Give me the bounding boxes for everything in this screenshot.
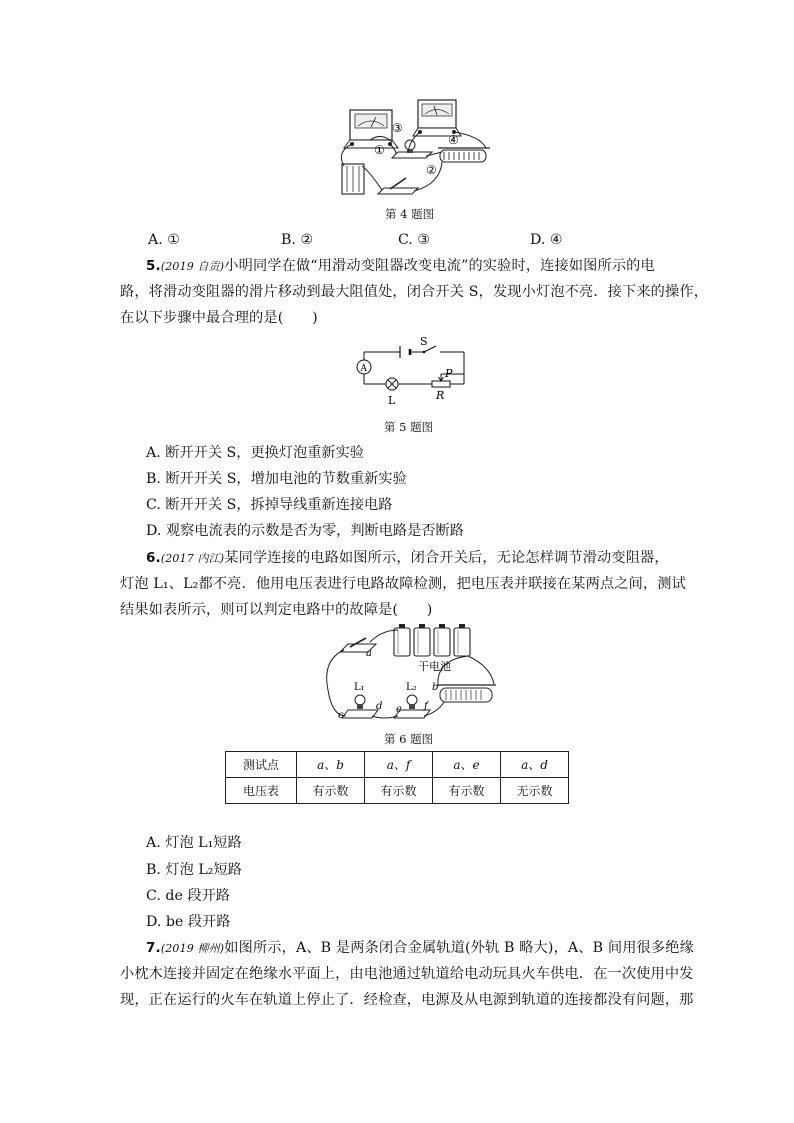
- q6-label-c: c: [338, 710, 344, 721]
- q6-source: (2017 内江): [160, 552, 225, 565]
- table-cell: 无示数: [501, 778, 569, 804]
- q5-stem-line-3: 在以下步骤中最合理的是( ): [120, 310, 318, 326]
- q7-stem-line-1: 7.(2019 柳州)如图所示，A、B 是两条闭合金属轨道(外轨 B 略大)，A、B 间用很多绝缘: [146, 940, 694, 956]
- q6-label-f: f: [424, 701, 428, 712]
- q5-option-d: D. 观察电流表的示数是否为零，判断电路是否断路: [146, 523, 464, 539]
- q5-caption: 第 5 题图: [384, 420, 434, 434]
- q5-label-s: S: [420, 336, 428, 348]
- q6-test-table: [225, 751, 569, 804]
- q5-option-a: A. 断开开关 S，更换灯泡重新实验: [146, 445, 364, 461]
- q5-source: (2019 自贡): [160, 260, 225, 273]
- q6-label-e: e: [396, 704, 402, 715]
- q6-option-d: D. be 段开路: [146, 914, 231, 930]
- q5-label-p: P: [445, 367, 453, 380]
- q4-option-d: D. ④: [530, 232, 563, 248]
- q6-circuit-figure: [318, 620, 502, 728]
- q5-number: 5.: [146, 258, 161, 274]
- q5-stem-line-2: 路，将滑动变阻器的滑片移动到最大阻值处，闭合开关 S，发现小灯泡不亮．接下来的操作，: [120, 284, 709, 300]
- q4-figure-label-1: ①: [374, 143, 385, 157]
- q4-circuit-figure: [330, 92, 500, 204]
- table-row: [226, 778, 569, 804]
- q7-stem-line-3: 现，正在运行的火车在轨道上停止了．经检查，电源及从电源到轨道的连接都没有问题，那: [120, 992, 694, 1008]
- q6-number: 6.: [146, 550, 161, 566]
- q6-option-b: B. 灯泡 L₂短路: [146, 862, 242, 878]
- q6-stem-line-3: 结果如表所示，则可以判定电路中的故障是( ): [120, 602, 433, 618]
- q5-label-r: R: [436, 389, 445, 402]
- q4-figure-label-3: ③: [392, 121, 403, 135]
- q5-label-l: L: [388, 394, 396, 407]
- q4-option-c: C. ③: [398, 232, 431, 248]
- q6-option-c: C. de 段开路: [146, 888, 230, 904]
- q4-option-b: B. ②: [281, 232, 314, 248]
- table-header-cell: a、e: [433, 752, 501, 778]
- q4-caption: 第 4 题图: [385, 207, 435, 221]
- table-header-cell: a、b: [297, 752, 365, 778]
- q5-option-b: B. 断开开关 S，增加电池的节数重新实验: [146, 471, 407, 487]
- q6-label-l2: L₂: [406, 682, 417, 693]
- q6-label-d: d: [376, 701, 383, 712]
- q5-circuit-diagram: [352, 336, 468, 414]
- table-header-cell: a、f: [365, 752, 433, 778]
- q7-source: (2019 柳州): [160, 942, 225, 955]
- table-header-cell: a、d: [501, 752, 569, 778]
- q4-option-a: A. ①: [148, 232, 181, 248]
- q7-number: 7.: [146, 940, 161, 956]
- q4-figure-label-4: ④: [448, 133, 459, 147]
- table-cell: 有示数: [433, 778, 501, 804]
- q6-label-a: a: [366, 648, 372, 659]
- q6-option-a: A. 灯泡 L₁短路: [146, 835, 242, 851]
- q6-label-battery: 干电池: [418, 660, 451, 673]
- q6-stem-line-2: 灯泡 L₁、L₂都不亮．他用电压表进行电路故障检测，把电压表并联接在某两点之间，测试: [120, 576, 686, 592]
- table-cell: 电压表: [226, 778, 297, 804]
- q4-figure-label-2: ②: [426, 163, 437, 177]
- q5-option-c: C. 断开开关 S，拆掉导线重新连接电路: [146, 497, 393, 513]
- table-cell: 有示数: [365, 778, 433, 804]
- q7-stem-line-2: 小枕木连接并固定在绝缘水平面上，由电池通过轨道给电动玩具火车供电．在一次使用中发: [120, 966, 694, 982]
- q5-label-a: A: [360, 364, 367, 374]
- q6-label-b: b: [432, 682, 439, 693]
- q6-stem-line-1: 6.(2017 内江)某同学连接的电路如图所示，闭合开关后，无论怎样调节滑动变阻器，: [146, 550, 669, 566]
- table-header-cell: 测试点: [226, 752, 297, 778]
- q5-stem-line-1: 5.(2019 自贡)小明同学在做“用滑动变阻器改变电流”的实验时，连接如图所示的电: [146, 258, 655, 274]
- table-cell: 有示数: [297, 778, 365, 804]
- q6-caption: 第 6 题图: [384, 732, 434, 746]
- q6-label-l1: L₁: [354, 682, 365, 693]
- table-row: [226, 752, 569, 778]
